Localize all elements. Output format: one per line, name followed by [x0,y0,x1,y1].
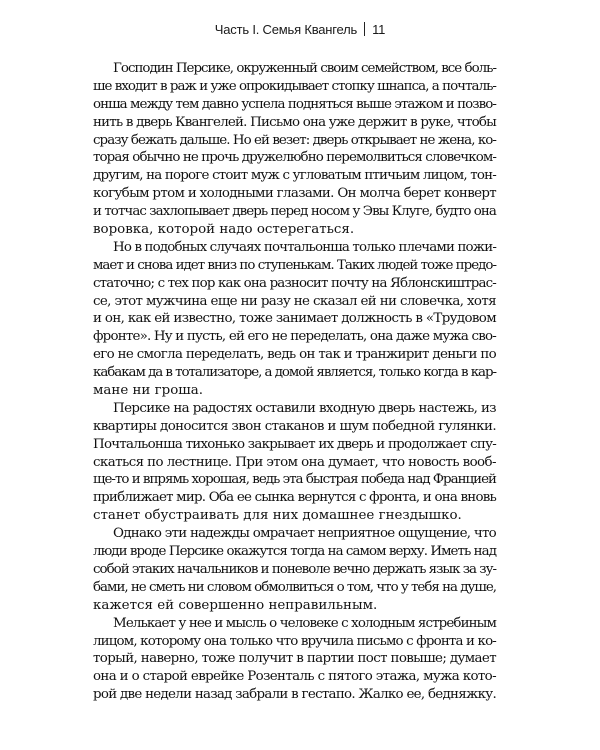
text-line: онша между тем давно успела подняться выше этажом и позво- [93,96,496,112]
running-title: Часть I. Семья Квангель [214,22,358,37]
text-line: она и о старой еврейке Розенталь с пятого этажа, мужа кото- [93,669,496,685]
text-line: Персике на радостях оставили входную дверь настежь, из [113,400,496,416]
running-header [0,22,600,37]
text-line: бами, не сметь ни словом обмолвиться о том, что у тебя на душе, [93,579,496,595]
text-line: се, этот мужчина еще ни разу не сказал ей ни словечка, хотя [93,293,496,309]
text-line: станет обустраивать для них домашнее гнездышко. [93,508,462,524]
text-line: собой этаких начальников и поневоле вечно держать язык за зу- [93,561,496,577]
page-number: 11 [372,22,386,37]
paragraph [93,525,496,614]
text-line: мает и снова идет вниз по ступенькам. Таких людей тоже предо- [93,257,496,273]
text-line: лицом, которому она только что вручила письмо с фронта и ко- [93,633,496,649]
text-line: и тотчас захлопывает дверь перед носом у Эвы Клуге, будто она [93,204,496,220]
text-line: Однако эти надежды омрачает неприятное ощущение, что [113,526,496,542]
text-line: другим, на пороге стоит муж с угловатым птичьим лицом, тон- [93,168,496,184]
text-line: ше входит в раж и уже опрокидывает стопку шнапса, а почталь- [93,78,496,94]
text-line: Но в подобных случаях почтальонша только плечами пожи- [113,239,496,255]
text-line: ще-то и впрямь хорошая, ведь эта быстрая победа над Францией [93,472,496,488]
header-separator [364,22,365,36]
text-line: Господин Персике, окруженный своим семейством, все боль- [113,61,496,76]
text-line: Почтальонша тихонько закрывает их дверь и продолжает спу- [93,436,496,452]
paragraph [93,239,496,400]
text-line: люди вроде Персике окажутся тогда на самом верху. Иметь над [93,544,496,560]
text-line: и он, как ей известно, тоже занимает должность в «Трудовом [93,311,496,327]
text-line: скаться по лестнице. При этом она думает, что новость вооб- [93,454,496,470]
text-line: кабакам да в тотализаторе, а домой является, только когда в кар- [93,365,496,381]
text-line: рой две недели назад забрали в гестапо. Жалко ее, бедняжку. [93,687,496,703]
text-line: торый, наверно, тоже получит в партии пост повыше; думает [93,651,496,667]
text-line: его не смогла переделать, ведь он так и транжирит деньги по [93,347,496,363]
text-line: квартиры доносится звон стаканов и шум победной гулянки. [93,418,496,434]
paragraph [93,400,496,525]
text-line: воровка, которой надо остерегаться. [93,222,355,238]
text-line: фронте». Ну и пусть, ей его не переделать, она даже мужа сво- [93,329,496,345]
text-line: мане ни гроша. [93,383,203,399]
paragraph [93,60,496,239]
text-line: сразу бежать дальше. Но ей везет: дверь открывает не жена, ко- [93,132,496,148]
text-line: кажется ей совершенно неправильным. [93,597,378,613]
text-line: статочно; с тех пор как она разносит почту на Яблонскиштрас- [93,275,496,291]
text-line: приближает мир. Оба ее сынка вернутся с фронта, и она вновь [93,490,496,506]
paragraph [93,615,496,704]
text-line: торая обычно не прочь дружелюбно перемолвиться словечком- [93,150,496,166]
page-body [93,60,496,704]
text-line: когубым ртом и холодными глазами. Он молча берет конверт [93,186,496,202]
text-line: нить в дверь Квангелей. Письмо она уже держит в руке, чтобы [93,114,496,130]
text-line: Мелькает у нее и мысль о человеке с холодным ястребиным [113,615,496,631]
